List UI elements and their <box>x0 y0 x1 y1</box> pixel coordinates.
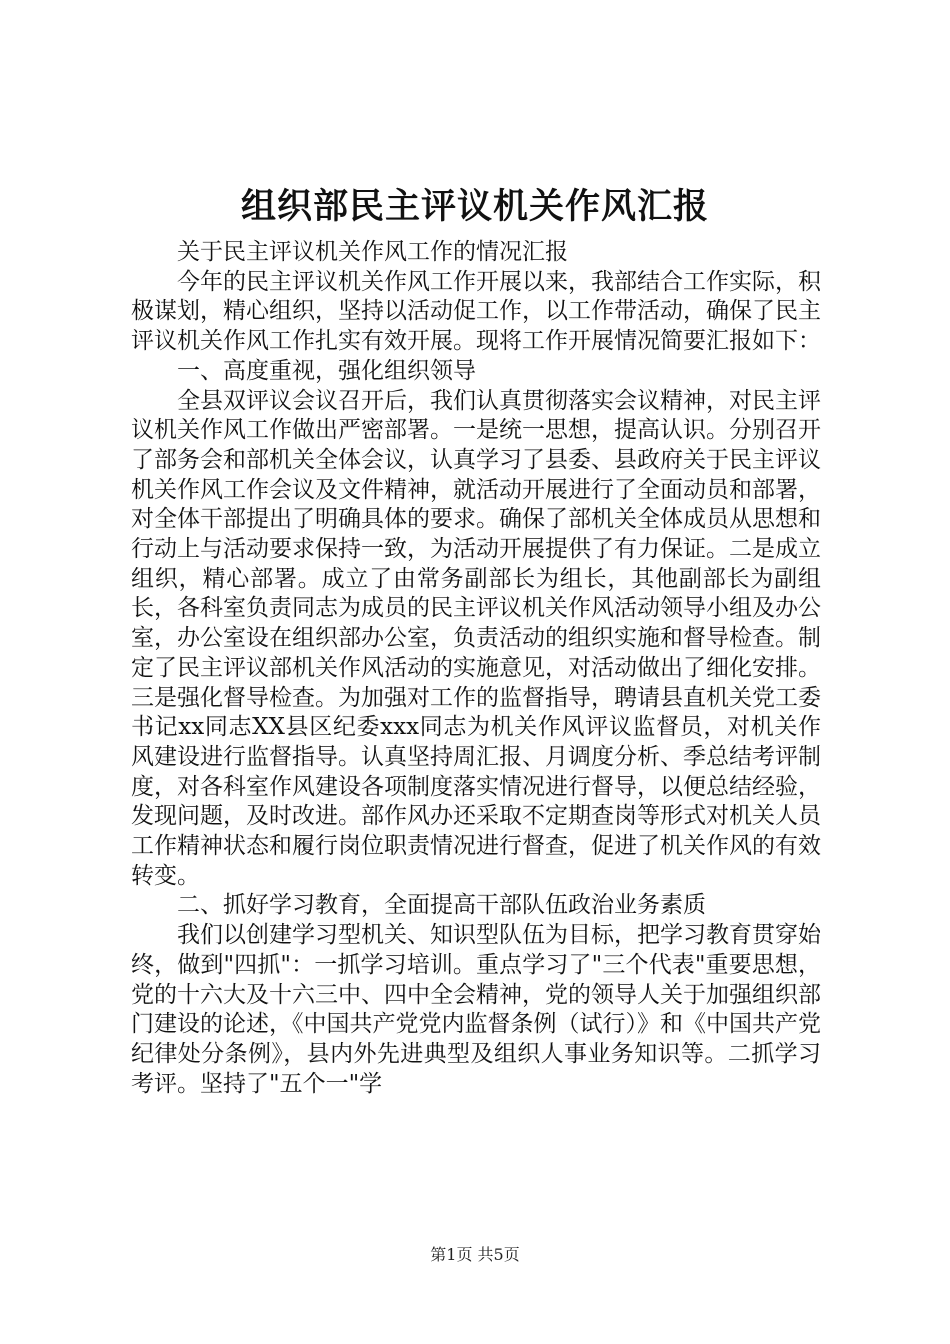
intro-paragraph: 今年的民主评议机关作风工作开展以来，我部结合工作实际，积极谋划，精心组织，坚持以活动促工作，以工作带活动，确保了民主评议机关作风工作扎实有效开展。现将工作开展情况简要汇报如下： <box>131 268 821 355</box>
page-footer: 第1页 共5页 <box>430 1245 520 1264</box>
document-title: 组织部民主评议机关作风汇报 <box>240 186 709 227</box>
document-body <box>131 238 821 1099</box>
section-heading-1: 一、高度重视，强化组织领导 <box>177 357 476 384</box>
section-heading-2: 二、抓好学习教育，全面提高干部队伍政治业务素质 <box>177 892 706 919</box>
section-2-paragraph: 我们以创建学习型机关、知识型队伍为目标，把学习教育贯穿始终，做到"四抓"：一抓学习培训。重点学习了"三个代表"重要思想，党的十六大及十六三中、四中全会精神，党的领导人关于加强组织部门建设的论述，《中国共产党党内监督条例（试行）》和《中国共产党纪律处分条例》，县内外先进典型及组织人事业务知识等。二抓学习考评。坚持了"五个一"学 <box>131 922 821 1097</box>
section-1-paragraph: 全县双评议会议召开后，我们认真贯彻落实会议精神，对民主评议机关作风工作做出严密部署。一是统一思想，提高认识。分别召开了部务会和部机关全体会议，认真学习了县委、县政府关于民主评议机关作风工作会议及文件精神，就活动开展进行了全面动员和部署，对全体干部提出了明确具体的要求。确保了部机关全体成员从思想和行动上与活动要求保持一致，为活动开展提供了有力保证。二是成立组织，精心部署。成立了由常务副部长为组长，其他副部长为副组长，各科室负责同志为成员的民主评议机关作风活动领导小组及办公室，办公室设在组织部办公室，负责活动的组织实施和督导检查。制定了民主评议部机关作风活动的实施意见，对活动做出了细化安排。三是强化督导检查。为加强对工作的监督指导，聘请县直机关党工委书记xx同志XX县区纪委xxx同志为机关作风评议监督员，对机关作风建设进行监督指导。认真坚持周汇报、月调度分析、季总结考评制度，对各科室作风建设各项制度落实情况进行督导，以便总结经验，发现问题，及时改进。部作风办还采取不定期查岗等形式对机关人员工作精神状态和履行岗位职责情况进行督查，促进了机关作风的有效转变。 <box>131 387 821 889</box>
report-subtitle: 关于民主评议机关作风工作的情况汇报 <box>177 239 568 265</box>
